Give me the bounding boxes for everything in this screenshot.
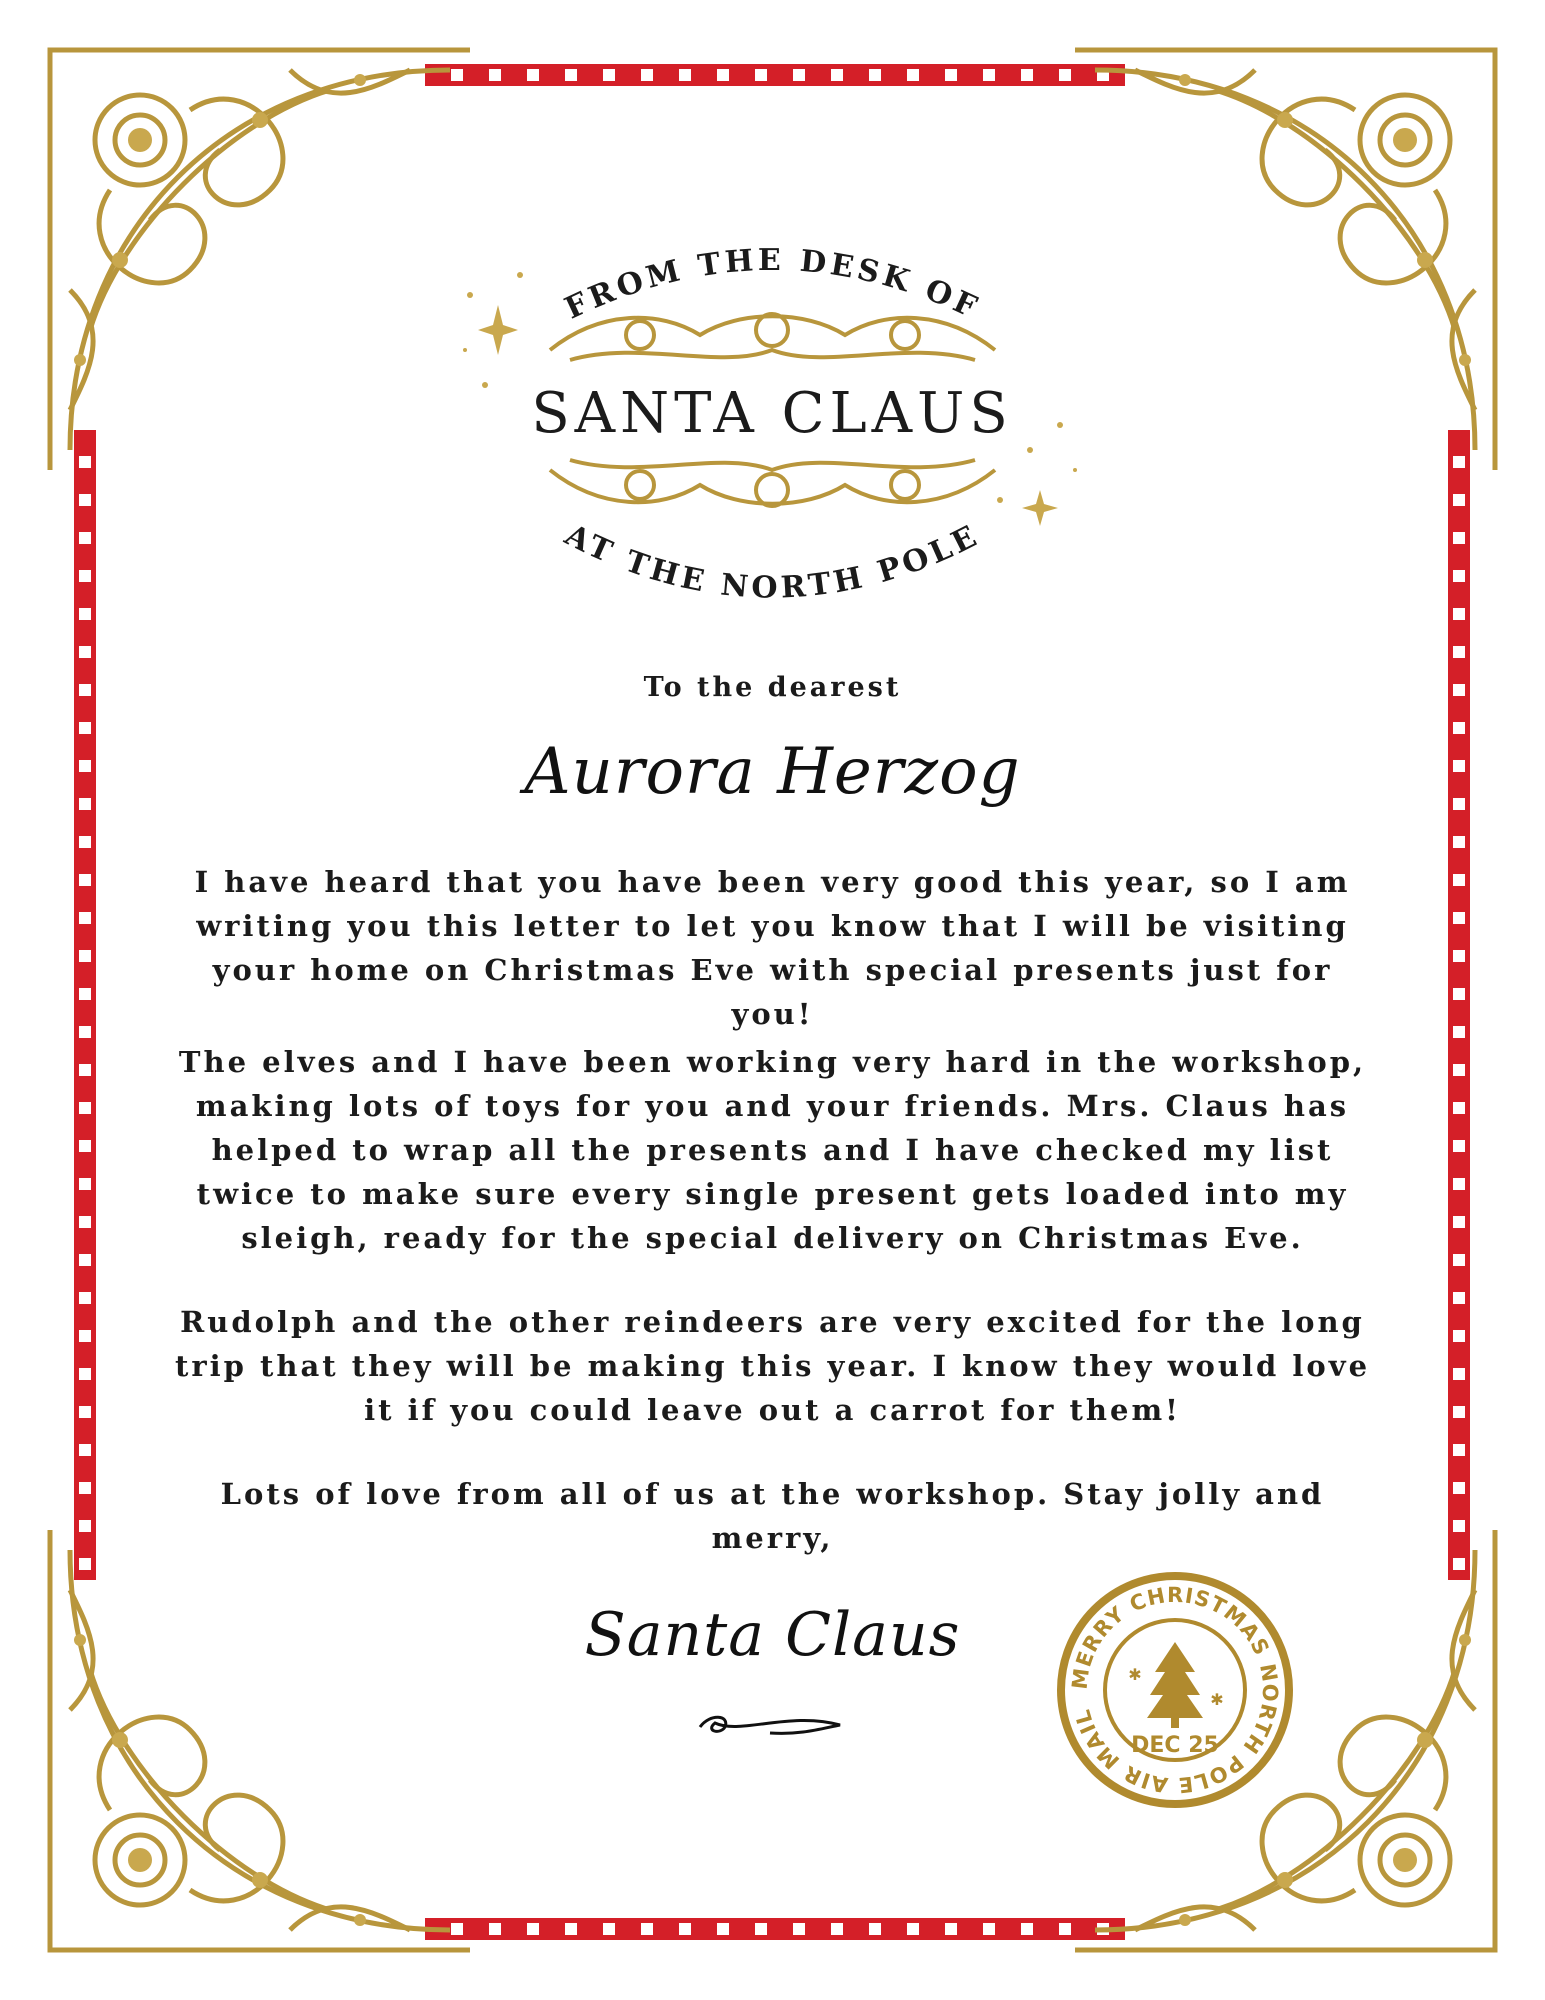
header-title: SANTA CLAUS (531, 381, 1013, 446)
header-bottom-arc-text: AT THE NORTH POLE (559, 517, 986, 606)
header-top-arc-text: FROM THE DESK OF (559, 242, 986, 327)
candy-cane-border-left (74, 430, 96, 1580)
snowflake-icon: ✱ (1210, 1690, 1224, 1709)
gold-scroll-ornament-bottom (550, 460, 995, 506)
signature: Santa Claus (584, 1600, 961, 1670)
gold-scroll-ornament-top (550, 314, 995, 360)
flourish-icon (690, 1705, 850, 1745)
greeting: To the dearest (643, 672, 902, 703)
stamp-date: DEC 25 (1131, 1733, 1219, 1758)
header-emblem (440, 200, 1105, 620)
gold-corner-ornament-bottom-left (30, 1510, 490, 1970)
letter-paragraph-1: I have heard that you have been very good this year, so I am writing you this letter to let you know that I will be visiting your home on Christmas Eve with special presents just for you! (194, 865, 1351, 1031)
candy-cane-border-right (1448, 430, 1470, 1580)
letter-paragraph-2: The elves and I have been working very hard in the workshop, making lots of toys for you and your friends. Mrs. Claus has helped to wrap all the presents and I have checked my list twice to make sure every single present gets loaded into my sleigh, ready for the special delivery on Christmas Eve. (178, 1045, 1367, 1255)
north-pole-air-mail-stamp (1055, 1570, 1295, 1810)
candy-cane-border-top (425, 64, 1125, 86)
gold-corner-ornament-top-right (1055, 30, 1515, 490)
recipient-name: Aurora Herzog (524, 735, 1021, 809)
candy-cane-border-bottom (425, 1918, 1125, 1940)
letter-closing: Lots of love from all of us at the workshop. Stay jolly and merry, (220, 1477, 1325, 1555)
snowflake-icon: ✱ (1128, 1665, 1142, 1684)
letter-paragraph-3: Rudolph and the other reindeers are very excited for the long trip that they will be making this year. I know they would love it if you could leave out a carrot for them! (174, 1305, 1371, 1427)
christmas-tree-icon (1147, 1642, 1203, 1728)
stamp-ring-text: MERRY CHRISTMAS NORTH POLE AIR MAIL (1067, 1582, 1283, 1798)
gold-corner-ornament-top-left (30, 30, 490, 490)
